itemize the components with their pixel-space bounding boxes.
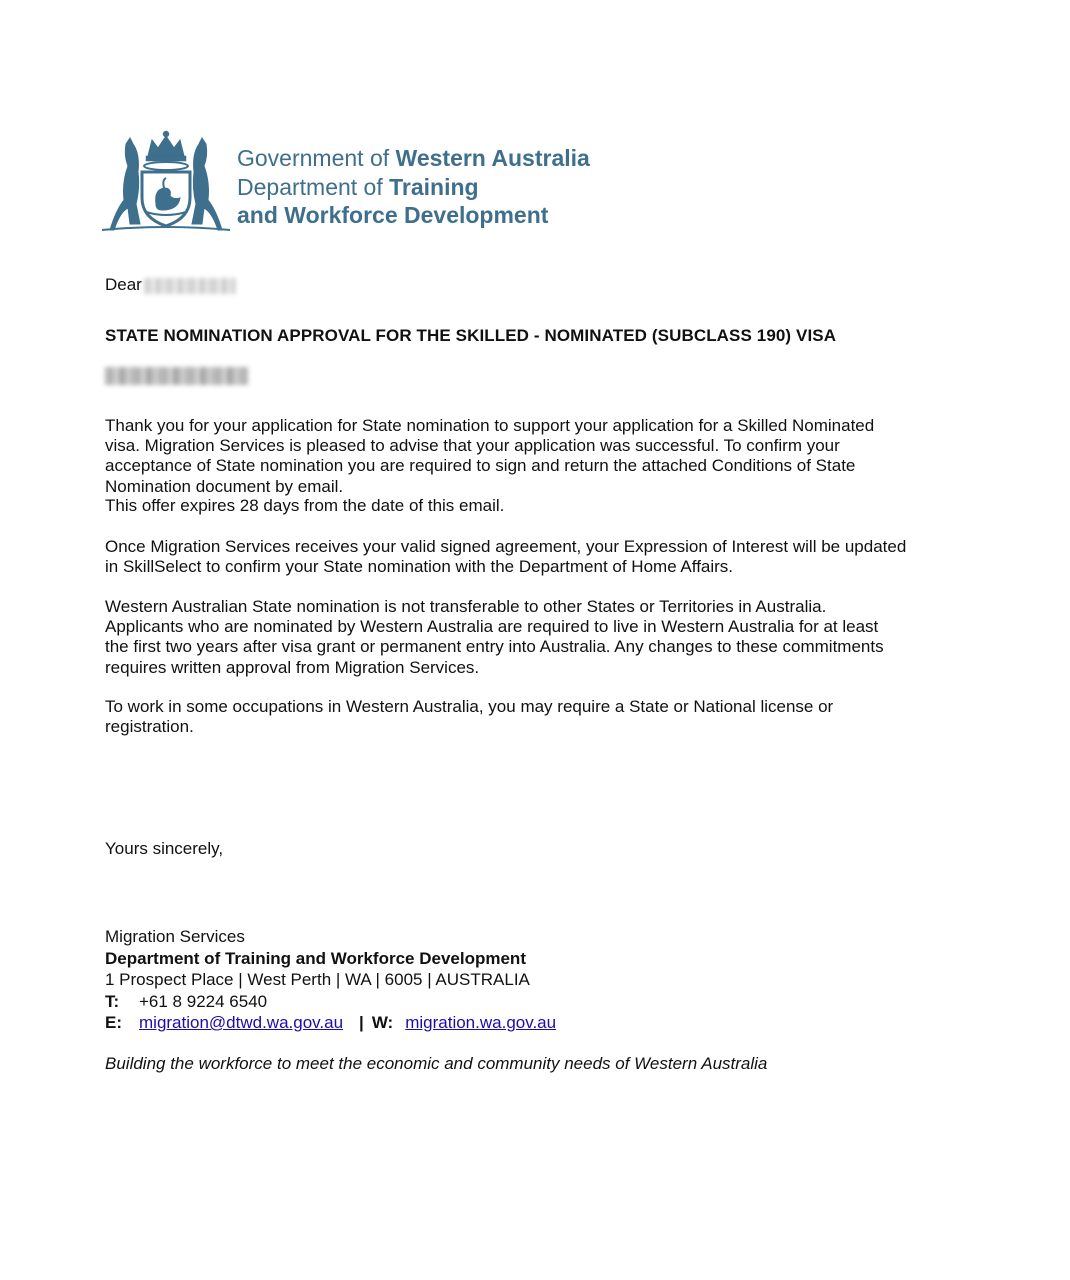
- paragraph-licensing: To work in some occupations in Western Australia, you may require a State or National license or registration.: [105, 697, 834, 737]
- signature-contact-row: [105, 1012, 556, 1034]
- redacted-reference: [105, 367, 248, 385]
- wa-coat-of-arms-icon: [100, 126, 232, 234]
- redacted-name: [144, 278, 236, 294]
- tagline: Building the workforce to meet the economic and community needs of Western Australia: [105, 1054, 768, 1073]
- letter-subject: STATE NOMINATION APPROVAL FOR THE SKILLED - NOMINATED (SUBCLASS 190) VISA: [105, 326, 837, 345]
- website-link[interactable]: migration.wa.gov.au: [405, 1013, 557, 1032]
- signature-phone-row: [105, 991, 556, 1013]
- email-label: E:: [105, 1013, 122, 1032]
- salutation: Dear: [105, 275, 965, 295]
- org-line-1: Government of Western Australia: [237, 145, 590, 171]
- closing: Yours sincerely,: [105, 839, 224, 858]
- paragraph-approval: Thank you for your application for State nomination to support your application for a Skilled Nominated visa. Migration Services is pleased to advise that your application was successful. To confirm your acceptance of State nomination you are required to sign and return the attached Conditions of State Nomination document by email.: [105, 416, 875, 496]
- phone-number: +61 8 9224 6540: [139, 991, 268, 1011]
- paragraph-agreement: Once Migration Services receives your valid signed agreement, your Expression of Interest will be updated in SkillSelect to confirm your State nomination with the Department of Home Affairs.: [105, 537, 907, 577]
- signature-unit: Migration Services: [105, 927, 245, 946]
- contact-separator: |: [359, 1013, 364, 1032]
- phone-label: T:: [105, 991, 120, 1011]
- signature-department: Department of Training and Workforce Development: [105, 948, 526, 968]
- organisation-name: [237, 144, 590, 230]
- email-link[interactable]: migration@dtwd.wa.gov.au: [139, 1013, 344, 1032]
- letterhead: [100, 126, 660, 238]
- paragraph-conditions: Western Australian State nomination is not transferable to other States or Territories in Australia. Applicants who are nominated by Western Australia are required to live in Western Australia for at least the first two years after visa grant or permanent entry into Australia. Any changes to these commitments requires written approval from Migration Services.: [105, 597, 884, 677]
- org-line-2: Department of Training: [237, 173, 479, 200]
- signature-block: [105, 926, 556, 1034]
- web-label: W:: [371, 1013, 394, 1032]
- offer-expiry-text: This offer expires 28 days from the date of this email.: [105, 496, 505, 515]
- org-line-3: and Workforce Development: [237, 202, 549, 228]
- signature-address: 1 Prospect Place | West Perth | WA | 6005 | AUSTRALIA: [105, 970, 530, 989]
